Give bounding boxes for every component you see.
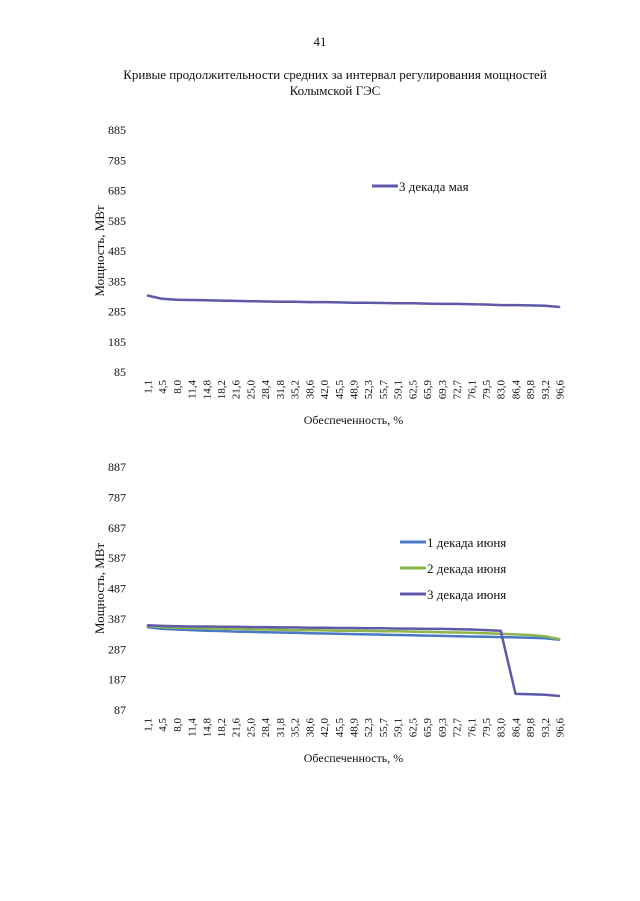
x-tick-label: 89,8 <box>525 718 538 738</box>
data-point <box>544 694 546 696</box>
x-tick-label: 83,0 <box>495 718 508 738</box>
data-point <box>323 630 325 632</box>
x-axis-label: Обеспеченность, % <box>303 413 404 427</box>
data-point <box>500 630 502 632</box>
data-point <box>382 302 384 304</box>
x-tick-label: 62,5 <box>407 380 420 400</box>
y-tick-label: 385 <box>108 274 126 289</box>
data-point <box>294 301 296 303</box>
legend-label: 3 декада мая <box>399 179 469 194</box>
x-tick-label: 69,3 <box>436 380 449 400</box>
data-point <box>412 628 414 630</box>
x-tick-label: 45,5 <box>333 718 346 738</box>
data-point <box>441 628 443 630</box>
data-point <box>191 299 193 301</box>
data-point <box>441 303 443 305</box>
data-point <box>323 301 325 303</box>
x-tick-label: 28,4 <box>260 380 273 400</box>
data-point <box>382 631 384 633</box>
data-point <box>485 304 487 306</box>
data-point <box>309 301 311 303</box>
data-point <box>456 303 458 305</box>
x-tick-label: 65,9 <box>422 718 435 738</box>
data-point <box>559 306 561 308</box>
data-point <box>397 303 399 305</box>
data-point <box>500 304 502 306</box>
data-point <box>264 629 266 631</box>
legend-label: 2 декада июня <box>427 561 507 576</box>
x-tick-label: 25,0 <box>245 380 258 400</box>
x-tick-label: 62,5 <box>407 718 420 738</box>
data-point <box>515 693 517 695</box>
data-point <box>367 630 369 632</box>
data-point <box>426 303 428 305</box>
data-point <box>470 636 472 638</box>
data-point <box>235 300 237 302</box>
data-point <box>264 631 266 633</box>
y-tick-label: 887 <box>108 460 126 474</box>
chart-june <box>0 450 640 780</box>
data-point <box>529 634 531 636</box>
x-tick-label: 59,1 <box>392 718 405 738</box>
y-tick-label: 87 <box>114 703 126 717</box>
data-point <box>485 629 487 631</box>
y-tick-label: 885 <box>108 123 126 137</box>
data-point <box>191 629 193 631</box>
data-point <box>441 635 443 637</box>
data-point <box>338 630 340 632</box>
x-tick-label: 59,1 <box>392 380 405 400</box>
legend-label: 3 декада июня <box>427 587 507 602</box>
x-tick-label: 38,6 <box>304 718 317 738</box>
y-tick-label: 185 <box>108 334 126 349</box>
data-point <box>309 629 311 631</box>
x-tick-label: 45,5 <box>333 380 346 400</box>
x-tick-label: 8,0 <box>171 380 184 394</box>
x-tick-label: 55,7 <box>377 380 390 400</box>
page-number: 41 <box>313 34 327 49</box>
x-tick-label: 1,1 <box>142 380 155 394</box>
x-tick-label: 79,5 <box>481 380 494 400</box>
data-point <box>250 626 252 628</box>
data-point <box>426 635 428 637</box>
data-point <box>470 629 472 631</box>
x-axis-label: Обеспеченность, % <box>303 751 404 765</box>
series-line <box>147 296 559 308</box>
x-tick-label: 35,2 <box>289 380 302 400</box>
data-point <box>515 637 517 639</box>
data-point <box>205 630 207 632</box>
x-tick-label: 93,2 <box>539 380 552 400</box>
data-point <box>470 632 472 634</box>
data-point <box>264 626 266 628</box>
data-point <box>323 627 325 629</box>
data-point <box>338 633 340 635</box>
data-point <box>309 632 311 634</box>
x-tick-label: 14,8 <box>201 380 214 400</box>
data-point <box>191 626 193 628</box>
x-tick-label: 28,4 <box>260 718 273 738</box>
data-point <box>426 628 428 630</box>
y-axis-label: Мощность, МВт <box>92 205 107 297</box>
data-point <box>235 628 237 630</box>
y-tick-label: 585 <box>108 213 126 228</box>
data-point <box>353 627 355 629</box>
data-point <box>205 300 207 302</box>
data-point <box>294 629 296 631</box>
x-tick-label: 79,5 <box>481 718 494 738</box>
data-point <box>235 626 237 628</box>
chart-may <box>0 110 640 440</box>
data-point <box>147 624 149 626</box>
x-tick-label: 11,4 <box>186 718 199 737</box>
data-point <box>205 626 207 628</box>
x-tick-label: 8,0 <box>171 718 184 732</box>
x-tick-label: 14,8 <box>201 718 214 738</box>
data-point <box>264 301 266 303</box>
y-tick-label: 685 <box>108 183 126 198</box>
data-point <box>529 637 531 639</box>
x-tick-label: 48,9 <box>348 380 361 400</box>
x-tick-label: 96,6 <box>554 380 567 400</box>
x-tick-label: 42,0 <box>319 380 332 400</box>
x-tick-label: 25,0 <box>245 718 258 738</box>
data-point <box>382 627 384 629</box>
data-point <box>456 628 458 630</box>
data-point <box>559 638 561 640</box>
x-tick-label: 4,5 <box>157 718 170 732</box>
x-tick-label: 93,2 <box>539 718 552 738</box>
x-tick-label: 76,1 <box>466 718 479 738</box>
data-point <box>456 635 458 637</box>
data-point <box>220 630 222 632</box>
legend-label: 1 декада июня <box>427 535 507 550</box>
data-point <box>147 295 149 297</box>
y-tick-label: 787 <box>108 490 126 505</box>
x-tick-label: 21,6 <box>230 380 243 400</box>
data-point <box>397 634 399 636</box>
y-tick-label: 785 <box>108 153 126 168</box>
x-tick-label: 72,7 <box>451 718 464 738</box>
y-tick-label: 387 <box>108 611 126 626</box>
data-point <box>161 625 163 627</box>
data-point <box>279 627 281 629</box>
data-point <box>220 626 222 628</box>
y-tick-label: 487 <box>108 581 126 596</box>
data-point <box>161 298 163 300</box>
x-tick-label: 42,0 <box>319 718 332 738</box>
x-tick-label: 18,2 <box>215 718 228 738</box>
data-point <box>338 627 340 629</box>
x-tick-label: 76,1 <box>466 380 479 400</box>
x-tick-label: 69,3 <box>436 718 449 738</box>
data-point <box>397 631 399 633</box>
data-point <box>397 628 399 630</box>
x-tick-label: 89,8 <box>525 380 538 400</box>
data-point <box>544 638 546 640</box>
data-point <box>367 634 369 636</box>
data-point <box>470 303 472 305</box>
x-tick-label: 1,1 <box>142 718 155 732</box>
data-point <box>412 634 414 636</box>
x-tick-label: 35,2 <box>289 718 302 738</box>
data-point <box>353 302 355 304</box>
data-point <box>279 301 281 303</box>
data-point <box>176 299 178 301</box>
x-tick-label: 48,9 <box>348 718 361 738</box>
y-axis-label: Мощность, МВт <box>92 542 107 635</box>
x-tick-label: 96,6 <box>554 718 567 738</box>
data-point <box>544 635 546 637</box>
data-point <box>426 631 428 633</box>
data-point <box>353 630 355 632</box>
data-point <box>515 304 517 306</box>
data-point <box>220 300 222 302</box>
y-tick-label: 587 <box>108 551 126 566</box>
data-point <box>338 302 340 304</box>
y-tick-label: 285 <box>108 304 126 319</box>
x-tick-label: 55,7 <box>377 718 390 738</box>
data-point <box>294 632 296 634</box>
data-point <box>456 632 458 634</box>
data-point <box>485 636 487 638</box>
x-tick-label: 4,5 <box>157 380 170 394</box>
data-point <box>529 305 531 307</box>
y-tick-label: 287 <box>108 642 126 657</box>
data-point <box>353 633 355 635</box>
data-point <box>235 631 237 633</box>
data-point <box>323 633 325 635</box>
x-tick-label: 65,9 <box>422 380 435 400</box>
x-tick-label: 52,3 <box>363 380 376 400</box>
data-point <box>367 302 369 304</box>
data-point <box>559 695 561 697</box>
data-point <box>529 693 531 695</box>
x-tick-label: 31,8 <box>274 718 287 738</box>
page-title: Кривые продолжительности средних за интервал регулирования мощностей Колымской ГЭС <box>123 67 547 98</box>
x-tick-label: 11,4 <box>186 380 199 399</box>
data-point <box>382 634 384 636</box>
data-point <box>250 631 252 633</box>
x-tick-label: 83,0 <box>495 380 508 400</box>
data-point <box>309 627 311 629</box>
y-tick-label: 187 <box>108 672 126 687</box>
x-tick-label: 21,6 <box>230 718 243 738</box>
y-tick-label: 485 <box>108 244 126 258</box>
data-point <box>294 627 296 629</box>
x-tick-label: 86,4 <box>510 718 523 738</box>
y-tick-label: 687 <box>108 520 126 535</box>
data-point <box>250 628 252 630</box>
data-point <box>367 627 369 629</box>
x-tick-label: 52,3 <box>363 718 376 738</box>
data-point <box>544 305 546 307</box>
data-point <box>412 303 414 305</box>
data-point <box>279 632 281 634</box>
x-tick-label: 31,8 <box>274 380 287 400</box>
y-tick-label: 85 <box>114 365 126 379</box>
data-point <box>441 631 443 633</box>
data-point <box>412 631 414 633</box>
data-point <box>250 300 252 302</box>
data-point <box>515 634 517 636</box>
x-tick-label: 86,4 <box>510 380 523 400</box>
x-tick-label: 38,6 <box>304 380 317 400</box>
data-point <box>176 625 178 627</box>
data-point <box>279 629 281 631</box>
x-tick-label: 18,2 <box>215 380 228 400</box>
x-tick-label: 72,7 <box>451 380 464 400</box>
data-point <box>485 632 487 634</box>
